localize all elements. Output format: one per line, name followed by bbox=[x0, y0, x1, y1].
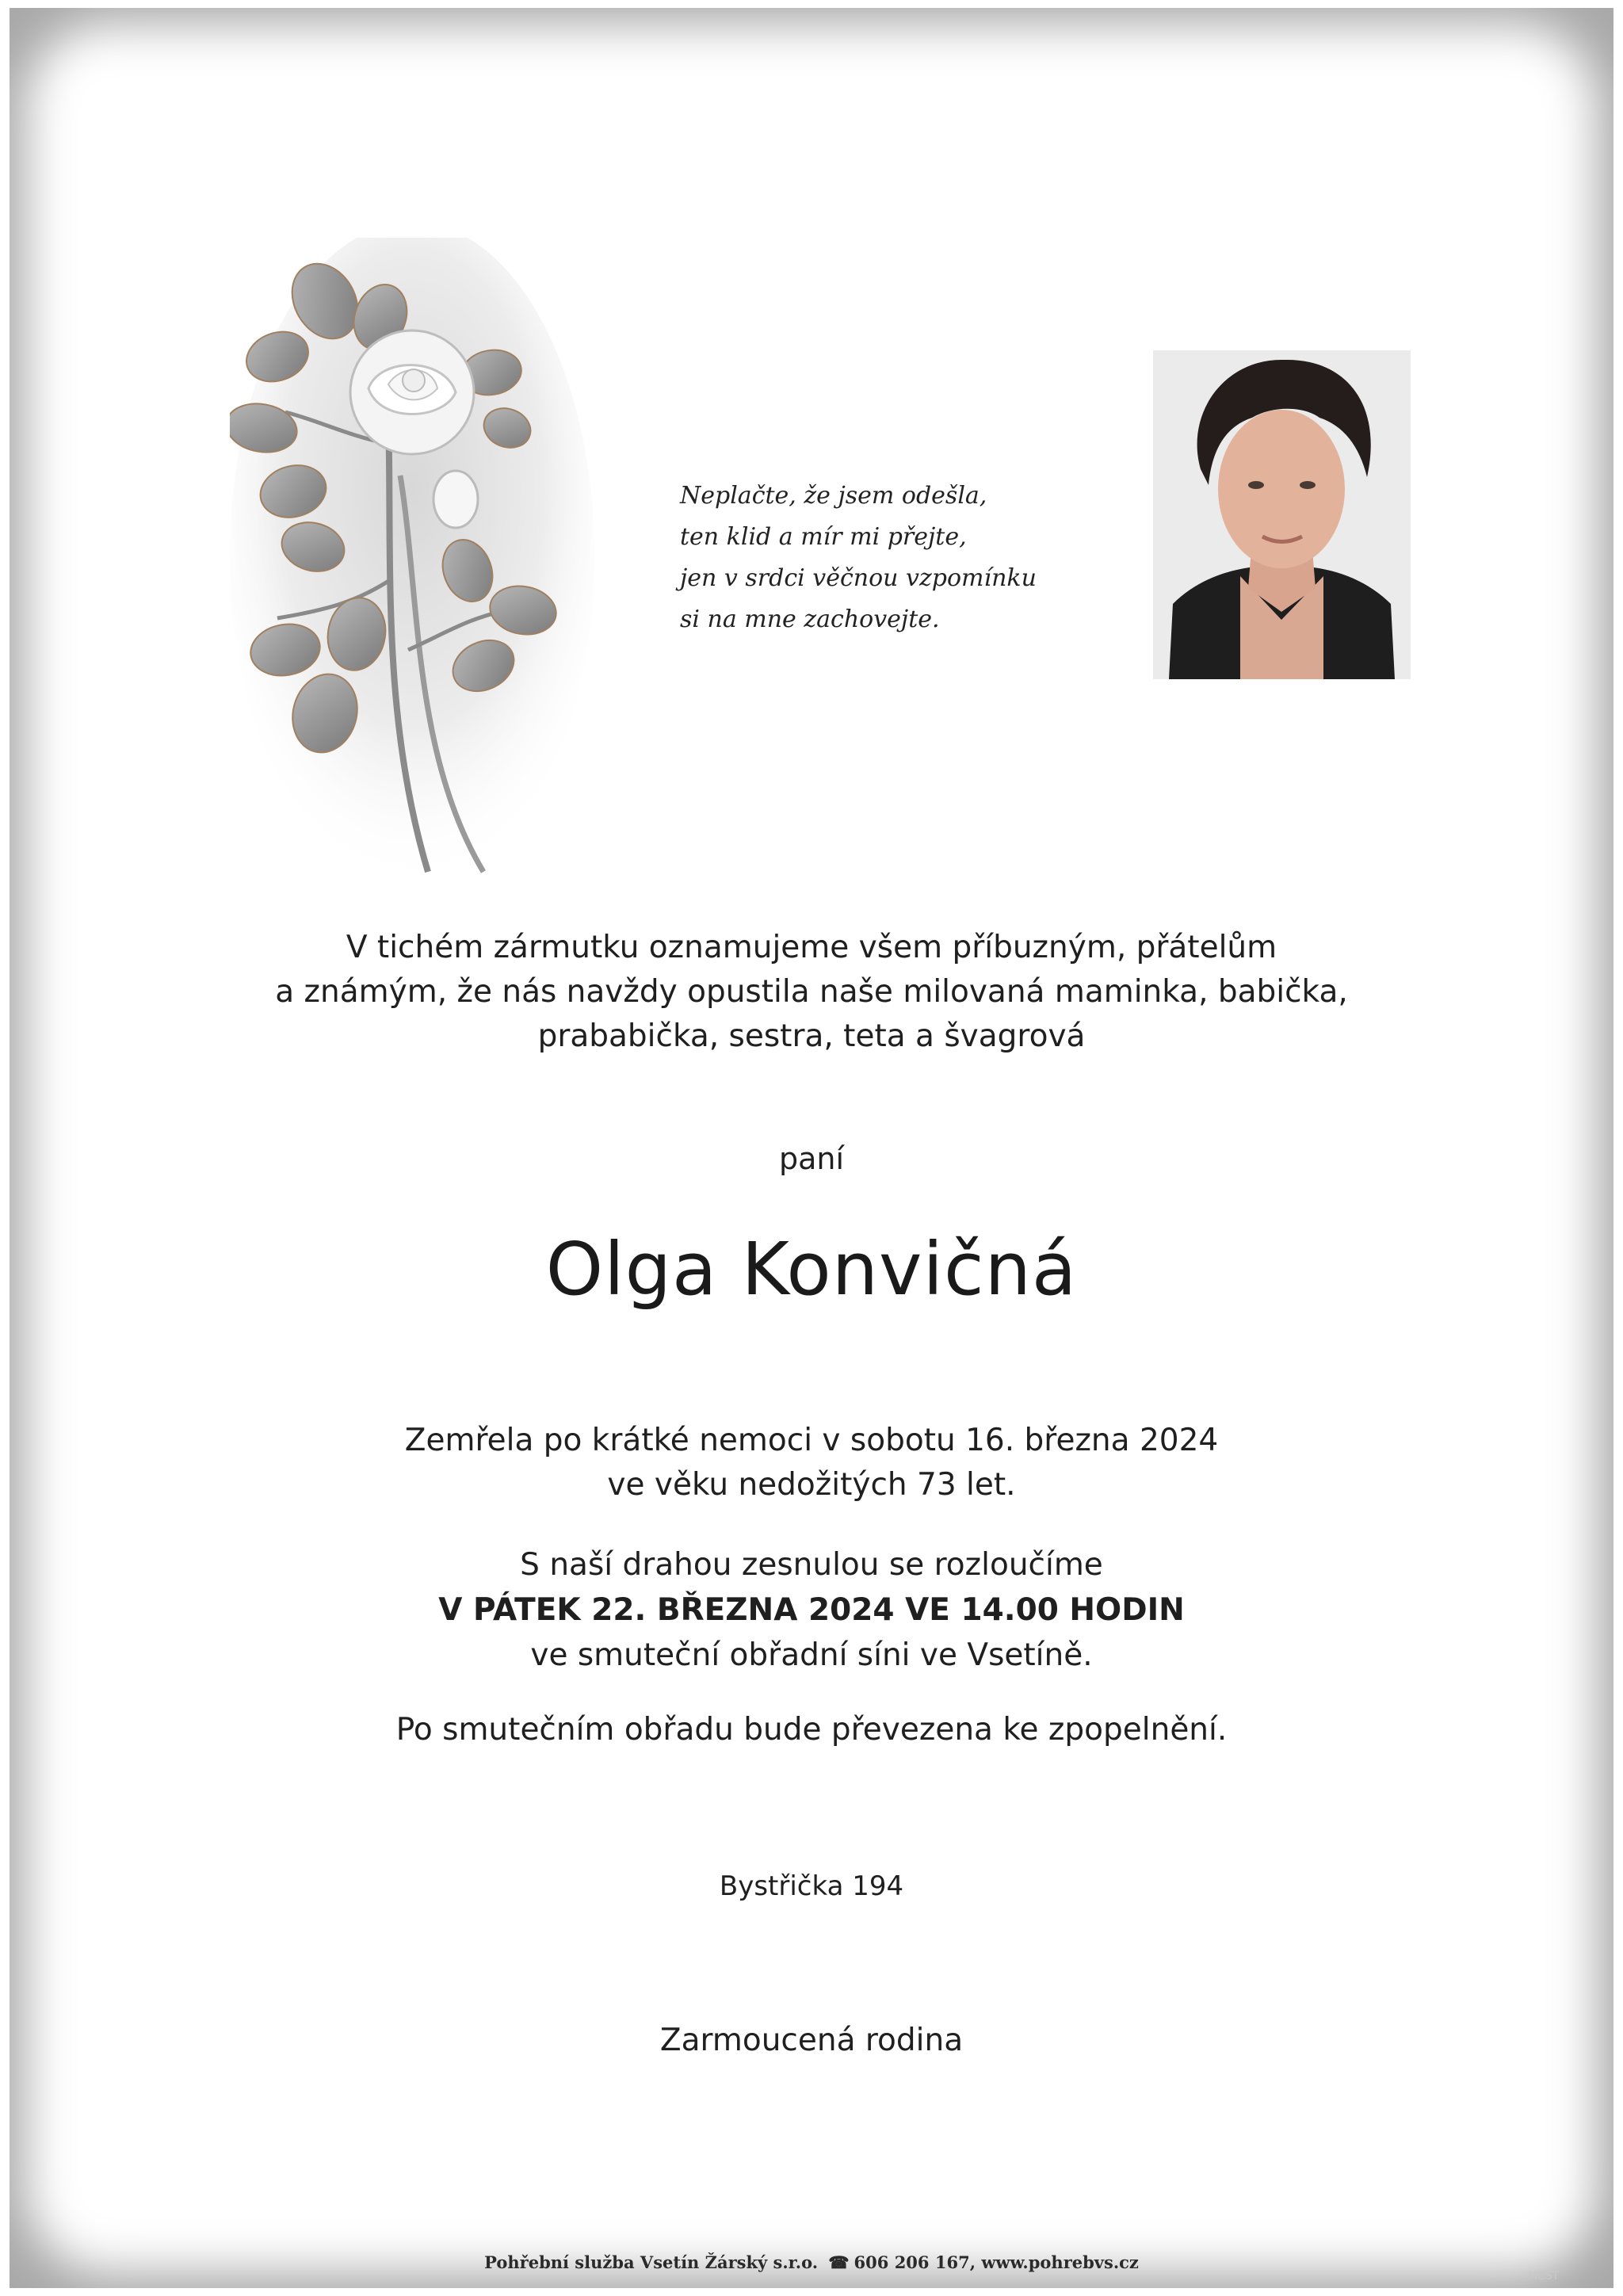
death-line: Zemřela po krátké nemoci v sobotu 16. března 2024 bbox=[404, 1423, 1219, 1458]
farewell-date-time: V PÁTEK 22. BŘEZNA 2024 VE 14.00 HODIN bbox=[438, 1592, 1185, 1628]
funeral-service-footer: Pohřební služba Vsetín Žárský s.r.o. ☎ 606 206 167, www.pohrebvs.cz bbox=[484, 2252, 1139, 2272]
death-details bbox=[0, 1419, 1623, 1507]
deceased-name: Olga Konvičná bbox=[545, 1227, 1078, 1312]
family-signature: Zarmoucená rodina bbox=[659, 2023, 964, 2058]
telephone-icon: ☎ bbox=[828, 2252, 850, 2272]
farewell-details bbox=[0, 1542, 1623, 1678]
farewell-place: ve smuteční obřadní síni ve Vsetíně. bbox=[530, 1637, 1093, 1673]
poem-line: si na mne zachovejte. bbox=[680, 606, 940, 633]
poem-line: Neplačte, že jsem odešla, bbox=[680, 482, 987, 510]
poem-line: ten klid a mír mi přejte, bbox=[680, 523, 967, 551]
watermark: MCST bbox=[1528, 2270, 1560, 2283]
announcement-line: V tichém zármutku oznamujeme všem příbuzným, přátelům bbox=[346, 930, 1277, 965]
cremation-note: Po smutečním obřadu bude převezena ke zpopelnění. bbox=[395, 1712, 1228, 1748]
poem-line: jen v srdci věčnou vzpomínku bbox=[680, 564, 1037, 592]
announcement-line: a známým, že nás navždy opustila naše milovaná maminka, babička, bbox=[275, 974, 1348, 1010]
death-line: ve věku nedožitých 73 let. bbox=[607, 1467, 1016, 1503]
announcement-line: prababička, sestra, teta a švagrová bbox=[537, 1018, 1086, 1054]
rose-illustration bbox=[230, 238, 594, 888]
farewell-line: S naší drahou zesnulou se rozloučíme bbox=[520, 1547, 1103, 1583]
memorial-poem bbox=[680, 476, 1124, 640]
portrait-photo bbox=[1153, 350, 1411, 679]
company-name: Pohřební služba Vsetín Žárský s.r.o. bbox=[484, 2252, 819, 2272]
address: Bystřička 194 bbox=[719, 1870, 904, 1902]
honorific: paní bbox=[778, 1141, 845, 1176]
website-link[interactable]: www.pohrebvs.cz bbox=[981, 2252, 1139, 2272]
phone-number: 606 206 167 bbox=[854, 2252, 970, 2272]
announcement-text bbox=[0, 926, 1623, 1059]
